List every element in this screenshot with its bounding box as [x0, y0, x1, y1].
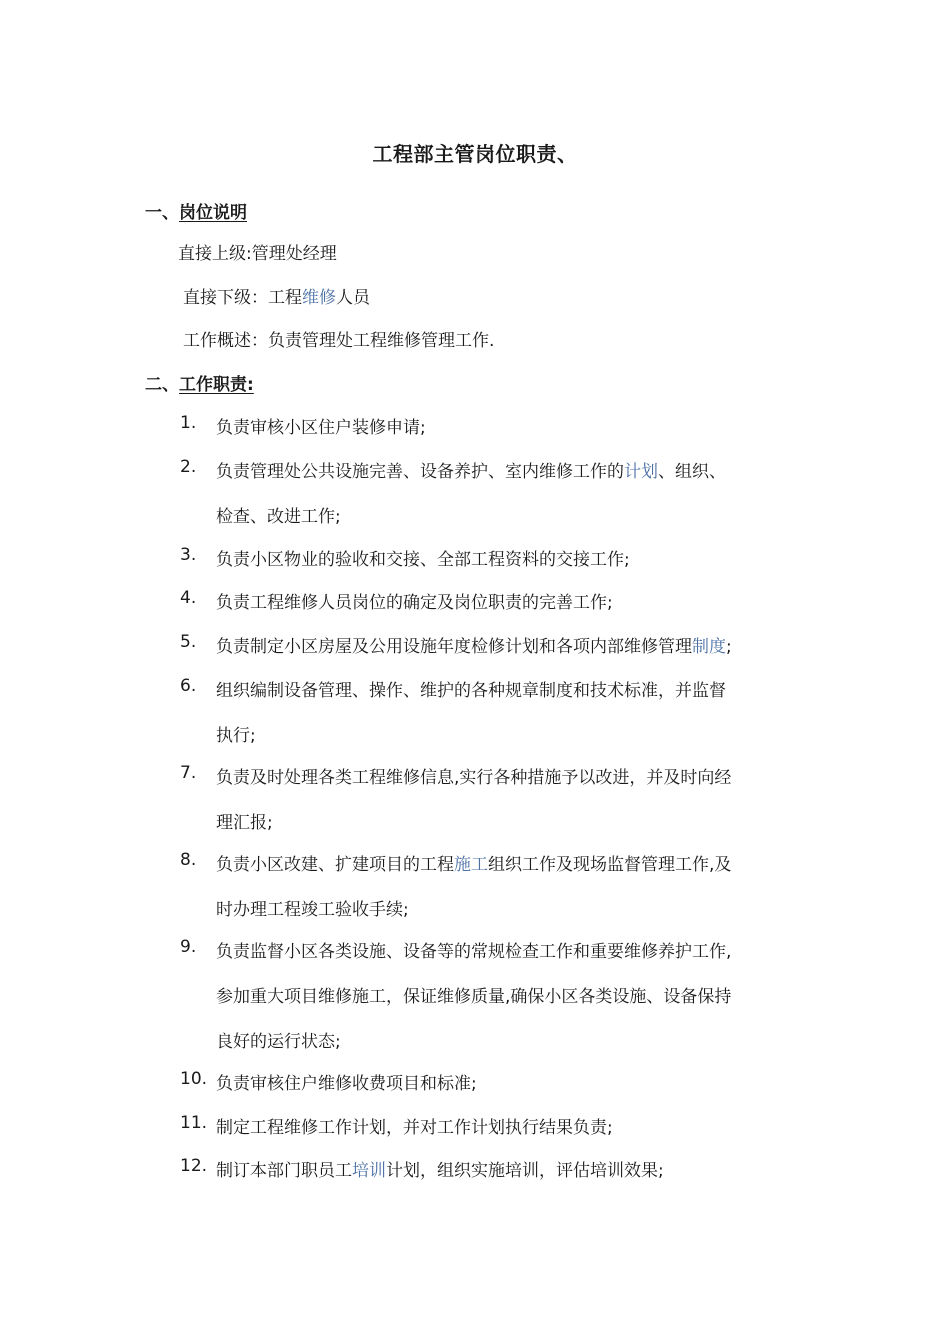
subordinate-link[interactable]: 维修	[302, 288, 336, 308]
direct-superior: 直接上级:管理处经理	[178, 244, 337, 264]
construction-link[interactable]: 施工	[454, 855, 488, 875]
list-number: 8.	[180, 850, 197, 870]
section-title: 岗位说明	[179, 203, 247, 223]
page-title: 工程部主管岗位职责、	[372, 142, 578, 166]
section-number: 二、	[145, 375, 179, 395]
list-text	[216, 632, 732, 657]
list-text-part: 负责小区改建、扩建项目的工程	[216, 855, 454, 875]
subordinate-prefix: 直接下级：工程	[183, 288, 302, 308]
list-number: 6.	[180, 676, 197, 696]
list-text-continued: 参加重大项目维修施工，保证维修质量,确保小区各类设施、设备保持	[216, 987, 732, 1007]
subordinate-suffix: 人员	[336, 288, 370, 308]
list-text-part: 组织工作及现场监督管理工作,及	[488, 855, 732, 875]
list-text-continued: 检查、改进工作;	[216, 507, 341, 527]
list-text-continued: 时办理工程竣工验收手续;	[216, 900, 409, 920]
list-text: 负责审核住户维修收费项目和标准;	[216, 1074, 477, 1094]
list-text	[216, 1156, 664, 1181]
section-heading-job-description	[145, 198, 247, 223]
list-number: 3.	[180, 545, 197, 565]
list-text: 负责及时处理各类工程维修信息,实行各种措施予以改进，并及时向经	[216, 768, 732, 788]
direct-subordinate	[183, 283, 370, 308]
work-overview: 工作概述：负责管理处工程维修管理工作.	[183, 331, 495, 351]
list-text: 负责监督小区各类设施、设备等的常规检查工作和重要维修养护工作,	[216, 942, 732, 962]
list-text-part: 、组织、	[658, 462, 726, 482]
list-number: 11.	[180, 1113, 208, 1133]
list-number: 1.	[180, 413, 197, 433]
list-text	[216, 457, 726, 482]
plan-link[interactable]: 计划	[624, 462, 658, 482]
training-link[interactable]: 培训	[352, 1161, 386, 1181]
list-number: 12.	[180, 1156, 208, 1176]
system-link[interactable]: 制度	[692, 637, 726, 657]
list-number: 2.	[180, 457, 197, 477]
section-heading-duties	[145, 370, 254, 395]
list-text	[216, 850, 731, 875]
list-text-part: ;	[726, 637, 732, 657]
list-number: 4.	[180, 588, 197, 608]
list-text-part: 计划，组织实施培训，评估培训效果;	[386, 1161, 664, 1181]
list-number: 5.	[180, 632, 197, 652]
list-text: 负责工程维修人员岗位的确定及岗位职责的完善工作;	[216, 593, 613, 613]
list-text: 负责审核小区住户装修申请;	[216, 418, 426, 438]
list-number: 9.	[180, 937, 197, 957]
section-number: 一、	[145, 203, 179, 223]
list-text-part: 制订本部门职员工	[216, 1161, 352, 1181]
list-text-continued: 理汇报;	[216, 813, 273, 833]
list-text: 负责小区物业的验收和交接、全部工程资料的交接工作;	[216, 550, 630, 570]
list-text-part: 负责管理处公共设施完善、设备养护、室内维修工作的	[216, 462, 624, 482]
section-title: 工作职责:	[179, 375, 254, 395]
list-text-part: 负责制定小区房屋及公用设施年度检修计划和各项内部维修管理	[216, 637, 692, 657]
list-text-continued: 执行;	[216, 726, 256, 746]
list-number: 10.	[180, 1069, 208, 1089]
list-text: 组织编制设备管理、操作、维护的各种规章制度和技术标准，并监督	[216, 681, 726, 701]
list-text-continued: 良好的运行状态;	[216, 1032, 341, 1052]
list-text: 制定工程维修工作计划，并对工作计划执行结果负责;	[216, 1118, 613, 1138]
list-number: 7.	[180, 763, 197, 783]
